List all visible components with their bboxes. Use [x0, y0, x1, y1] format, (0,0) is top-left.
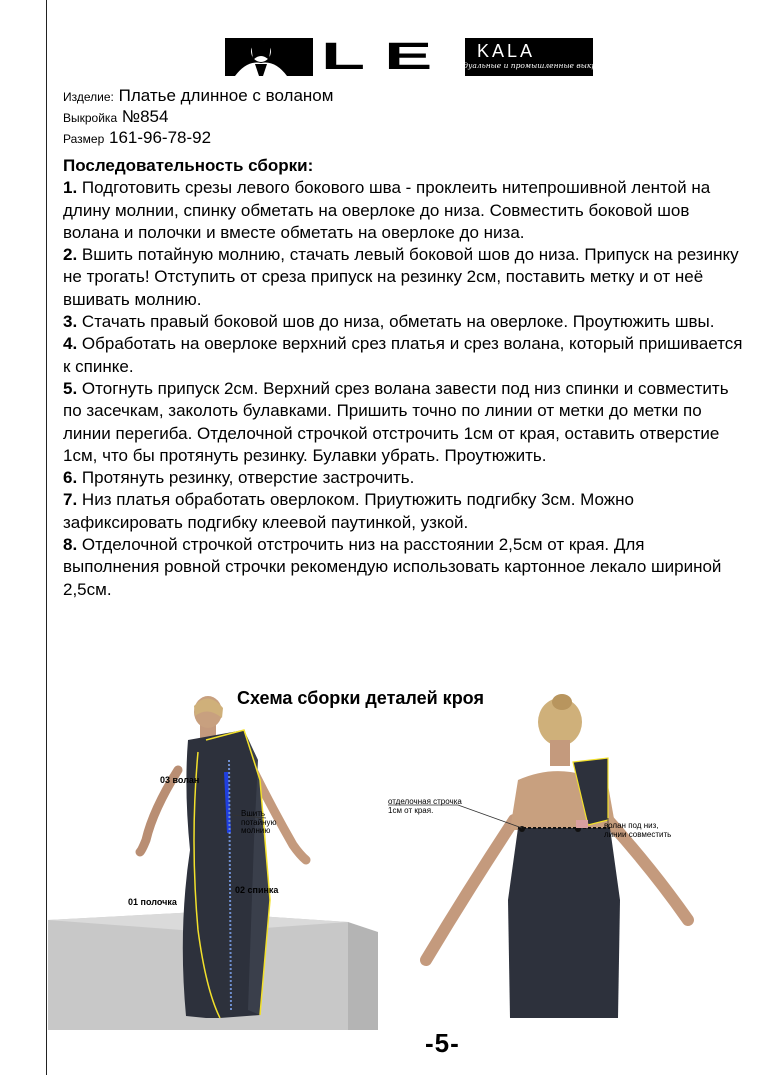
mannequin-illustration	[48, 700, 760, 1030]
pattern-label: Выкройка	[63, 111, 118, 125]
meta-pattern	[63, 107, 168, 128]
label-back: 02 спинка	[235, 885, 279, 895]
page-number: -5-	[425, 1028, 460, 1058]
step-number: 3.	[63, 312, 78, 332]
step-number: 4.	[63, 334, 78, 354]
label-volan-under: волан под низ, линии совместить	[604, 821, 672, 839]
step-text: Отделочной строчкой отстрочить низ на расстоянии 2,5см от края. Для выполнения ровной строчки рекомендую использовать картонное лекало шириной 2,5см.	[63, 535, 722, 599]
back-view-figure	[388, 694, 688, 1018]
scheme-title: Схема сборки деталей кроя	[237, 688, 484, 708]
assembly-step	[63, 489, 743, 534]
size-label: Размер	[63, 132, 105, 146]
logo-silhouette-icon	[225, 38, 315, 76]
step-number: 1.	[63, 178, 78, 198]
step-number: 7.	[63, 490, 78, 510]
step-number: 5.	[63, 378, 78, 398]
step-number: 8.	[63, 535, 78, 555]
label-front: 01 полочка	[128, 897, 177, 907]
pattern-value: №854	[121, 107, 169, 126]
step-text: Протянуть резинку, отверстие застрочить.	[81, 468, 415, 488]
assembly-step	[63, 534, 743, 601]
step-text: Низ платья обработать оверлоком. Приутюжить подгибку 3см. Можно зафиксировать подгибку клеевой паутинкой, узкой.	[63, 490, 635, 532]
step-text: Стачать правый боковой шов до низа, обметать на оверлоке. Проутюжить швы.	[81, 312, 715, 332]
step-text: Подготовить срезы левого бокового шва - проклеить нитепрошивной лентой на длину молнии, спинку обметать на оверлоке до низа. Совместить боковой шов волана и полочки и вместе обметать на оверлоке до низа.	[63, 178, 711, 242]
assembly-step	[63, 333, 743, 378]
assembly-scheme-figure	[48, 700, 760, 1030]
page-margin-line	[46, 0, 47, 1075]
step-number: 6.	[63, 468, 78, 488]
product-label: Изделие:	[63, 90, 114, 104]
assembly-step	[63, 177, 743, 244]
label-topstitch: отделочная строчка 1см от края.	[388, 797, 462, 815]
meta-product	[63, 86, 333, 107]
brand-logo	[225, 36, 615, 78]
step-text: Отогнуть припуск 2см. Верхний срез волана завести под низ спинки и совместить по засечкам, заколоть булавками. Пришить точно по линии от метки до метки по линии перегиба. Отделочной строчкой отстрочить 1см от края, оставить отверстие 1см, что бы протянуть резинку. Булавки убрать. Проутюжить.	[63, 378, 729, 465]
product-value: Платье длинное с воланом	[118, 86, 334, 105]
assembly-step	[63, 244, 743, 311]
step-number: 2.	[63, 245, 78, 265]
logo-le-text: LE	[321, 36, 452, 78]
assembly-step	[63, 467, 743, 489]
assembly-step	[63, 311, 743, 333]
assembly-instructions	[63, 155, 743, 601]
step-text: Вшить потайную молнию, стачать левый боковой шов до низа. Припуск на резинку не трогать! Отступить от среза припуск на резинку 2см, поставить метку и от неё вшивать молнию.	[63, 245, 739, 309]
label-volan: 03 волан	[160, 775, 200, 785]
assembly-step	[63, 378, 743, 467]
step-text: Обработать на оверлоке верхний срез платья и срез волана, который пришивается к спинке.	[63, 334, 743, 376]
label-zipper: Вшить потайную молнию	[241, 809, 277, 835]
logo-kala-text: KALA	[477, 41, 536, 61]
meta-size	[63, 128, 211, 149]
size-value: 161-96-78-92	[108, 128, 212, 147]
assembly-heading: Последовательность сборки:	[63, 156, 314, 175]
logo-tagline: Индивидуальные и промышленные выкройки	[433, 61, 615, 70]
